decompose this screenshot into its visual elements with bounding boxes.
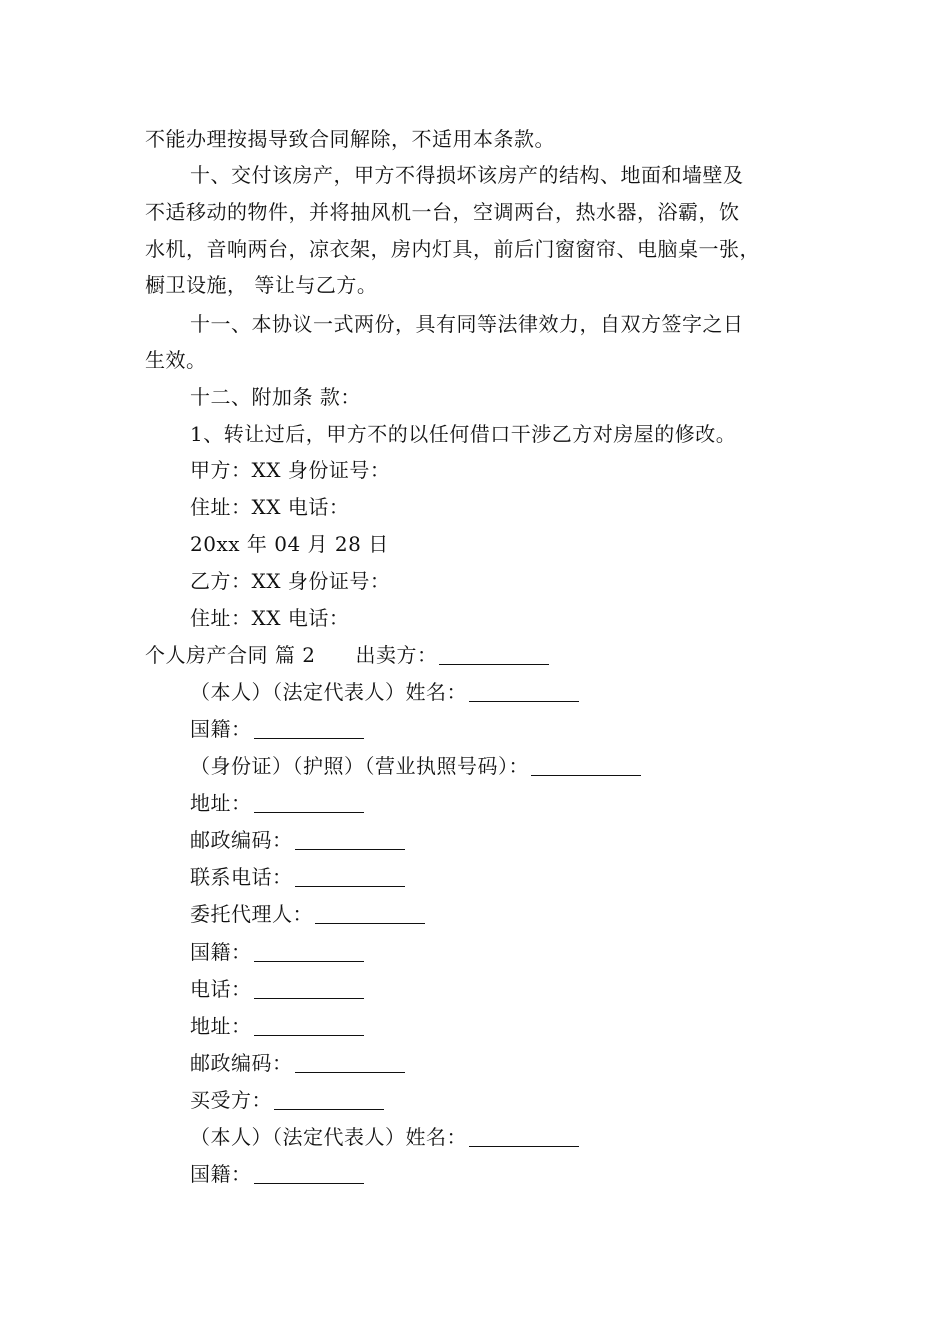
field-label: 国籍： (190, 940, 252, 964)
form-field (190, 1087, 384, 1113)
paragraph-line: 甲方：XX 身份证号： (190, 458, 391, 482)
blank-line (254, 978, 364, 999)
paragraph-line: 1、转让过后，甲方不的以任何借口干涉乙方对房屋的修改。 (190, 422, 737, 446)
section-heading: 个人房产合同 篇 2 (145, 643, 316, 667)
paragraph-line: 十二、附加条 款： (190, 385, 361, 409)
blank-line (469, 1126, 579, 1147)
blank-line (295, 866, 405, 887)
form-field (190, 790, 364, 816)
blank-line (254, 792, 364, 813)
paragraph-line: 20xx 年 04 月 28 日 (190, 532, 389, 556)
field-label: 地址： (190, 791, 252, 815)
field-label: 国籍： (190, 1162, 252, 1186)
form-field (190, 1124, 579, 1150)
field-label: 地址： (190, 1014, 252, 1038)
field-label: 邮政编码： (190, 1051, 293, 1075)
field-label: 电话： (190, 977, 252, 1001)
seller-label: 出卖方： (355, 643, 438, 667)
paragraph-line: 住址：XX 电话： (190, 495, 350, 519)
form-field (190, 679, 579, 705)
field-label: （本人）（法定代表人）姓名： (190, 1125, 467, 1149)
field-label: 委托代理人： (190, 902, 313, 926)
form-field (190, 864, 405, 890)
blank-line (531, 755, 641, 776)
paragraph-line: 水机，音响两台，凉衣架，房内灯具，前后门窗窗帘、电脑桌一张， (145, 237, 760, 261)
blank-line (439, 644, 549, 665)
paragraph-line: 十、交付该房产，甲方不得损坏该房产的结构、地面和墙壁及 (190, 163, 744, 187)
form-field (190, 939, 364, 965)
paragraph-line: 生效。 (145, 348, 207, 372)
field-label: （身份证）（护照）（营业执照号码）： (190, 754, 529, 778)
paragraph-line: 橱卫设施， 等让与乙方。 (145, 273, 378, 297)
blank-line (315, 903, 425, 924)
form-field (190, 901, 425, 927)
field-label: （本人）（法定代表人）姓名： (190, 680, 467, 704)
field-label: 联系电话： (190, 865, 293, 889)
blank-line (274, 1089, 384, 1110)
blank-line (254, 941, 364, 962)
paragraph-line: 乙方：XX 身份证号： (190, 569, 391, 593)
form-field (190, 1050, 405, 1076)
form-field (190, 827, 405, 853)
paragraph-line: 不适移动的物件，并将抽风机一台，空调两台，热水器，浴霸，饮 (145, 200, 740, 224)
field-label: 国籍： (190, 717, 252, 741)
paragraph-line: 住址：XX 电话： (190, 606, 350, 630)
blank-line (295, 829, 405, 850)
blank-line (254, 1163, 364, 1184)
paragraph-line: 不能办理按揭导致合同解除，不适用本条款。 (145, 127, 555, 151)
field-label: 买受方： (190, 1088, 272, 1112)
form-field (190, 716, 364, 742)
field-label: 邮政编码： (190, 828, 293, 852)
blank-line (254, 718, 364, 739)
form-field (190, 1161, 364, 1187)
form-field (190, 753, 641, 779)
paragraph-line: 十一、本协议一式两份，具有同等法律效力，自双方签字之日 (190, 312, 744, 336)
form-field (190, 1013, 364, 1039)
blank-line (254, 1015, 364, 1036)
section-heading-line (145, 642, 549, 668)
form-field (190, 976, 364, 1002)
blank-line (295, 1052, 405, 1073)
blank-line (469, 681, 579, 702)
